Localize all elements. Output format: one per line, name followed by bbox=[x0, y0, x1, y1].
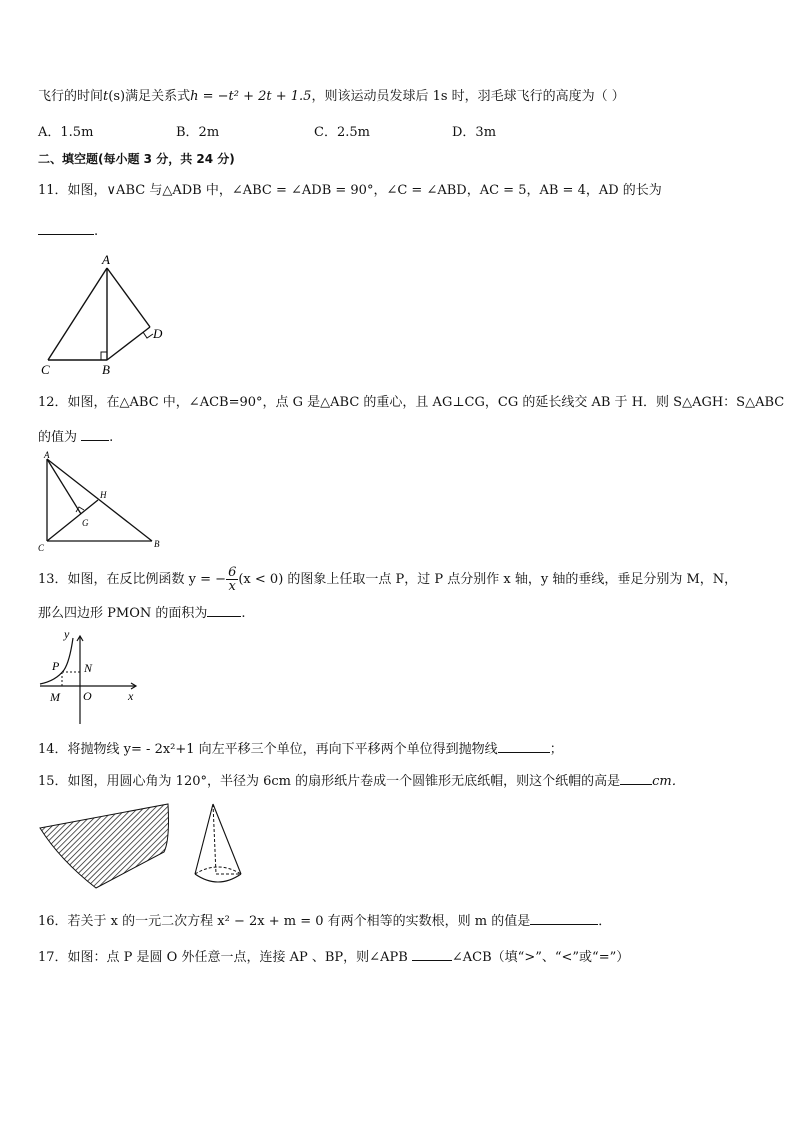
q12-stem: 12．如图，在△ABC 中，∠ACB=90°，点 G 是△ABC 的重心，且 AG⊥CG，CG 的延长线交 AB 于 H．则 S△AGH：S△ABC bbox=[38, 395, 785, 410]
q11-label-d: D bbox=[153, 326, 163, 341]
q12-label-a: A bbox=[44, 450, 50, 460]
q14-stem: 14．将抛物线 y= - 2x²+1 向左平移三个单位，再向下平移两个单位得到抛物线 ； bbox=[38, 738, 563, 759]
q12-label-b: B bbox=[154, 539, 160, 549]
q10-option-b[interactable]: B．2m bbox=[176, 125, 220, 140]
q13-label-x: x bbox=[128, 689, 134, 703]
q15-figure bbox=[38, 800, 258, 892]
q12-label-h: H bbox=[100, 490, 107, 500]
q10-option-c[interactable]: C．2.5m bbox=[314, 125, 370, 140]
q13-label-m: M bbox=[50, 690, 60, 704]
q13-figure bbox=[38, 628, 148, 728]
q13-label-n: N bbox=[84, 661, 93, 675]
q10-option-a[interactable]: A．1.5m bbox=[38, 125, 94, 140]
q14-answer-blank[interactable] bbox=[498, 738, 550, 753]
q12-line2: 的值为 . bbox=[38, 426, 113, 447]
q13-line2: 那么四边形 PMON 的面积为 . bbox=[38, 602, 246, 623]
q12-label-g: G bbox=[82, 518, 89, 528]
q17-stem: 17．如图：点 P 是圆 O 外任意一点，连接 AP 、BP，则∠APB ∠ACB（填“>”、“<”或“=”） bbox=[38, 946, 629, 967]
q11-label-a: A bbox=[102, 252, 110, 267]
q13-label-o: O bbox=[83, 689, 92, 703]
section-title: 二、填空题(每小题 3 分，共 24 分) bbox=[38, 152, 235, 166]
q13-stem: 13．如图，在反比例函数 y = − $\frac{6}{x}$ (x < 0) 的图象上任取一点 P，过 P 点分别作 x 轴，y 轴的垂线，垂足分别为 M，N， bbox=[38, 565, 738, 594]
q11-answer-blank[interactable] bbox=[38, 220, 94, 235]
q12-answer-blank[interactable] bbox=[81, 426, 109, 441]
q16-answer-blank[interactable] bbox=[530, 910, 598, 925]
q11-stem: 11．如图，∨ABC 与△ADB 中，∠ABC = ∠ADB = 90°，∠C = ∠ABD，AC = 5，AB = 4，AD 的长为 bbox=[38, 183, 662, 198]
cone-shape bbox=[195, 804, 241, 882]
q15-stem: 15．如图，用圆心角为 120°，半径为 6cm 的扇形纸片卷成一个圆锥形无底纸帽，则这个纸帽的高是 cm． bbox=[38, 770, 685, 791]
q16-stem: 16．若关于 x 的一元二次方程 x² − 2x + m = 0 有两个相等的实数根，则 m 的值是 ． bbox=[38, 910, 611, 931]
q12-label-c: C bbox=[38, 543, 45, 553]
sector-shape bbox=[40, 804, 169, 888]
q10-stem: 飞行的时间t(s)满足关系式h = −t² + 2t + 1.5，则该运动员发球后 1s 时，羽毛球飞行的高度为（ ） bbox=[38, 89, 625, 104]
q11-answer-line: . bbox=[38, 220, 98, 241]
q10-option-d[interactable]: D．3m bbox=[452, 125, 497, 140]
q13-fraction: $\frac{6}{x}$ bbox=[228, 565, 237, 594]
q13-answer-blank[interactable] bbox=[207, 602, 241, 617]
q12-figure bbox=[38, 450, 168, 554]
q11-label-c: C bbox=[41, 362, 50, 377]
q17-answer-blank[interactable] bbox=[412, 946, 452, 961]
q13-label-p: P bbox=[52, 659, 60, 673]
q11-figure bbox=[40, 252, 170, 377]
q15-answer-blank[interactable] bbox=[620, 770, 652, 785]
q13-label-y: y bbox=[64, 627, 70, 641]
q11-label-b: B bbox=[102, 362, 110, 377]
